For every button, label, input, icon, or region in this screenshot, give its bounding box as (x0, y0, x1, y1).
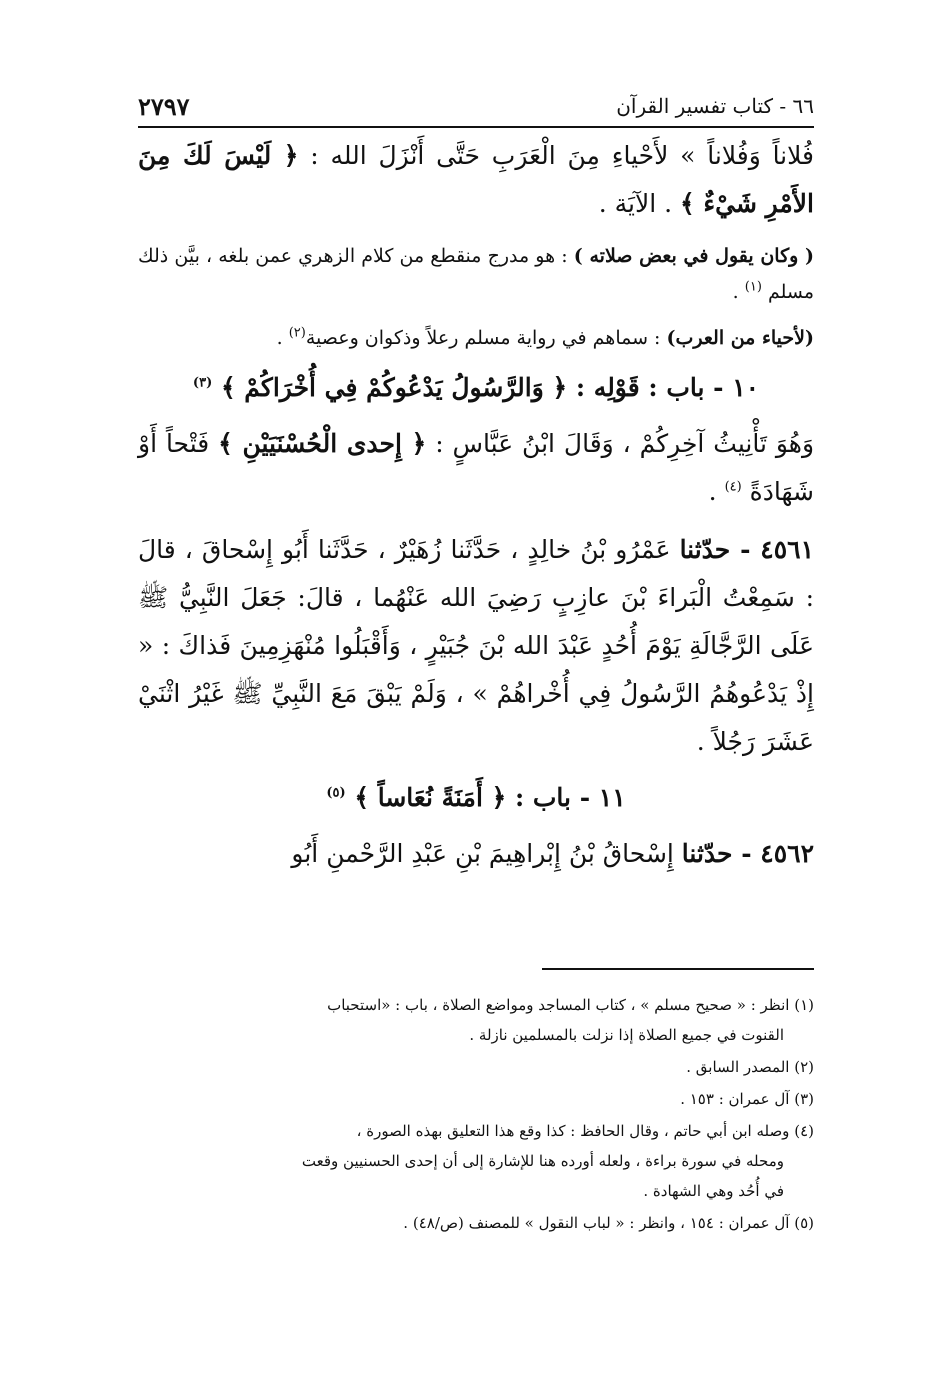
paragraph-1 (138, 132, 814, 228)
heading-11-text: ١١ - باب : (514, 783, 626, 812)
footnote-1 (138, 990, 814, 1050)
heading-10-quote: ﴿ وَالرَّسُولُ يَدْعُوكُمْ فِي أُخْرَاكُمْ ﴾ (220, 373, 568, 402)
commentary-2-lemma: (لأحياء من العرب) (666, 327, 814, 349)
paragraph-4-end: فَتْحاً أَوْ شَهَادَةً (138, 429, 814, 506)
quran-quote-2: ﴿ إِحدى الْحُسْنَيَيْنِ ﴾ (218, 429, 427, 458)
footnotes (138, 990, 814, 1240)
footnote-ref-2: (٢) (288, 325, 306, 341)
footnote-4-number: (٤) (794, 1122, 814, 1140)
footnote-2-number: (٢) (794, 1058, 814, 1076)
footnote-4-line-2: ومحله في سورة براءة ، ولعله أورده هنا للإشارة إلى أن إحدى الحسنيين وقعت (301, 1152, 784, 1170)
paragraph-4-text: وَهُوَ تَأْنِيثُ آخِرِكُمْ ، وَقَالَ ابْنُ عَبَّاسٍ : (435, 429, 815, 458)
commentary-1-text: : هو مدرج منقطع من كلام الزهري عمن بلغه ، بيَّن ذلك مسلم (138, 245, 814, 303)
paragraph-1-end: . الآيَة . (598, 189, 673, 218)
footnote-5 (138, 1208, 814, 1238)
footnote-separator (542, 968, 814, 970)
hadith-4561-number: ٤٥٦١ - حدّثنا (679, 535, 814, 564)
footnote-5-line-1: آل عمران : ١٥٤ ، وانظر : « لباب النقول » للمصنف (ص/٤٨) . (403, 1214, 790, 1232)
paragraph-4 (138, 420, 814, 516)
main-text (138, 132, 814, 878)
commentary-1-lemma: ( وكان يقول في بعض صلاته ) (573, 245, 814, 267)
hadith-4561 (138, 526, 814, 766)
footnote-ref-3: (٣) (192, 375, 213, 391)
footnote-5-number: (٥) (794, 1214, 814, 1232)
footnote-ref-5: (٥) (326, 785, 346, 801)
commentary-2-text: : سماهم في رواية مسلم رعلاً وذكوان وعصية (305, 327, 661, 349)
heading-10-text: ١٠ - باب : قَوْلِه : (575, 373, 760, 402)
footnote-1-line-1: انظر : « صحيح مسلم » ، كتاب المساجد ومواضع الصلاة ، باب : «استحباب (327, 996, 790, 1014)
footnote-ref-4: (٤) (724, 479, 742, 495)
footnote-ref-1: (١) (744, 279, 762, 295)
footnote-3 (138, 1084, 814, 1114)
chapter-heading-10 (138, 360, 814, 416)
commentary-2 (138, 320, 814, 356)
quran-quote-1: ﴿ لَيْسَ لَكَ مِنَ الأَمْرِ شَيْءٌ ﴾ (138, 141, 814, 218)
footnote-4-line-1: وصله ابن أبي حاتم ، وقال الحافظ : كذا وقع هذا التعليق بهذه الصورة ، (356, 1122, 790, 1140)
footnote-1-number: (١) (794, 996, 814, 1014)
footnote-3-line-1: آل عمران : ١٥٣ . (680, 1090, 790, 1108)
footnote-4-line-3: في أُحُد وهي الشهادة . (643, 1182, 784, 1200)
chapter-heading-11 (138, 770, 814, 826)
footnote-2-line-1: المصدر السابق . (686, 1058, 790, 1076)
paragraph-4-dot: . (708, 477, 717, 506)
hadith-4562-number: ٤٥٦٢ - حدّثنا (681, 839, 814, 868)
footnote-4 (138, 1116, 814, 1206)
footnote-1-line-2: القنوت في جميع الصلاة إذا نزلت بالمسلمين نازلة . (469, 1026, 784, 1044)
commentary-1-end: . (732, 281, 739, 303)
hadith-4562 (138, 830, 814, 878)
footnote-3-number: (٣) (794, 1090, 814, 1108)
hadith-4562-text: إِسْحاقُ بْنُ إِبْراهِيمَ بْنِ عَبْدِ الرَّحْمنِ أَبُو (291, 839, 674, 868)
running-header (138, 86, 814, 128)
commentary-2-end: . (276, 327, 283, 349)
footnote-2 (138, 1052, 814, 1082)
heading-11-quote: ﴿ أَمَنَةً نُعَاساً ﴾ (354, 783, 507, 812)
chapter-title: ٦٦ - كتاب تفسير القرآن (616, 94, 814, 118)
paragraph-1-text: فُلاناً وَفُلاناً » لأَحْياءِ مِنَ الْعَرَبِ حَتَّى أَنْزَلَ الله : (310, 141, 815, 170)
hadith-4561-text: عَمْرُو بْنُ خالِدٍ ، حَدَّثَنا زُهَيْرٌ ، حَدَّثَنا أَبُو إِسْحاقَ ، قالَ : سَمِعْتُ الْبَراءَ بْنَ عازِبٍ رَضِيَ الله عَنْهُما ، قالَ: جَعَلَ النَّبِيُّ ﷺ عَلَى الرَّجَّالَةِ يَوْمَ أُحُدٍ عَبْدَ الله بْنَ جُبَيْرٍ ، وَأَقْبَلُوا مُنْهَزِمِينَ فَذاكَ : « إِذْ يَدْعُوهُمُ الرَّسُولُ فِي أُخْراهُمْ » ، وَلَمْ يَبْقَ مَعَ النَّبِيِّ ﷺ غَيْرُ اثْنَيْ عَشَرَ رَجُلاً . (138, 535, 814, 756)
page-number: ٢٧٩٧ (138, 91, 190, 121)
commentary-1 (138, 238, 814, 310)
